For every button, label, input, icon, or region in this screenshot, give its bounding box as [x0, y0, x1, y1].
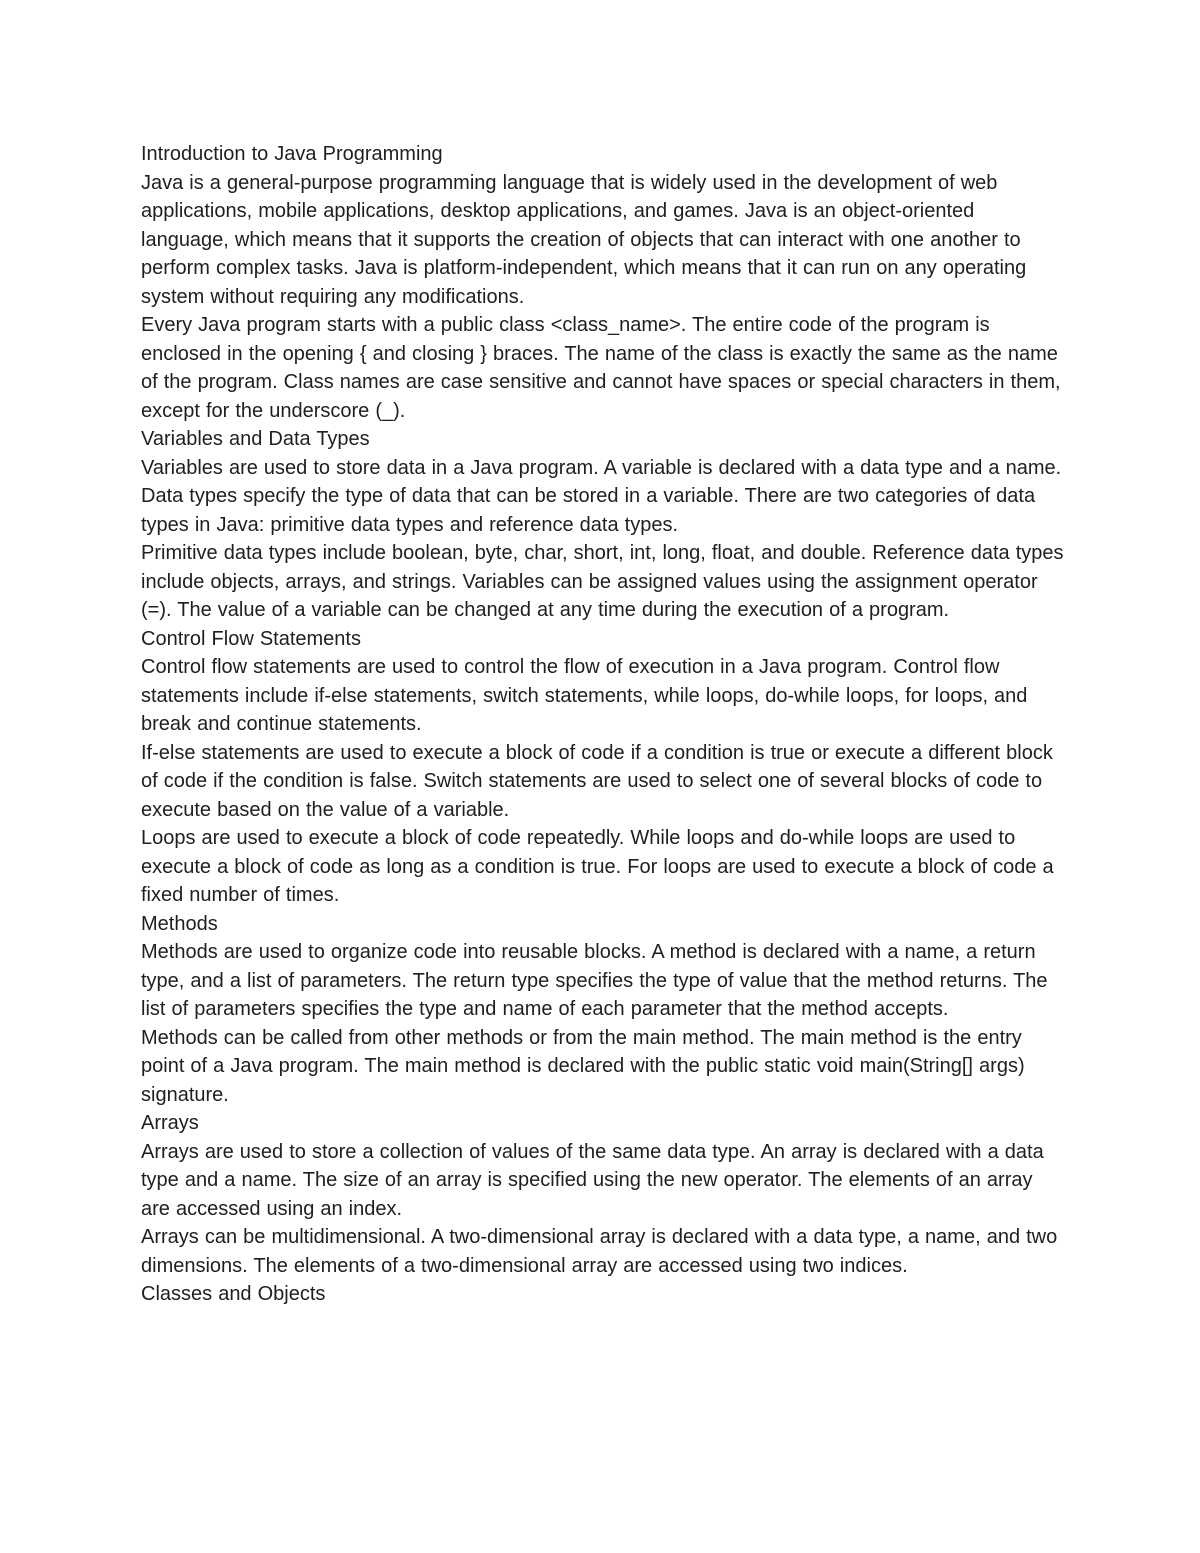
body-paragraph: Arrays can be multidimensional. A two-dimensional array is declared with a data type, a name, and two dimensions. The elements of a two-dimensional array are accessed using two indices.	[141, 1226, 1058, 1277]
body-paragraph: Methods can be called from other methods or from the main method. The main method is the entry point of a Java program. The main method is declared with the public static void main(String[] args) signature.	[141, 1026, 1025, 1106]
section-heading: Methods	[141, 912, 218, 935]
body-paragraph: Every Java program starts with a public class <class_name>. The entire code of the program is enclosed in the opening { and closing } braces. The name of the class is exactly the same as the name of the program. Class names are case sensitive and cannot have spaces or special characters in them, except for the underscore (_).	[141, 314, 1061, 422]
body-paragraph: Java is a general-purpose programming language that is widely used in the development of web applications, mobile applications, desktop applications, and games. Java is an object-oriented language, which means that it supports the creation of objects that can interact with one another to perform complex tasks. Java is platform-independent, which means that it can run on any operating system without requiring any modifications.	[141, 171, 1027, 308]
body-paragraph: If-else statements are used to execute a block of code if a condition is true or execute a different block of code if the condition is false. Switch statements are used to select one of several blocks of code to execute based on the value of a variable.	[141, 741, 1053, 821]
section-heading: Classes and Objects	[141, 1283, 326, 1305]
section-heading: Control Flow Statements	[141, 627, 361, 650]
body-paragraph: Arrays are used to store a collection of values of the same data type. An array is declared with a data type and a name. The size of an array is specified using the new operator. The elements of an array are accessed using an index.	[141, 1140, 1044, 1220]
section-heading: Variables and Data Types	[141, 428, 370, 450]
body-paragraph: Control flow statements are used to control the flow of execution in a Java program. Control flow statements include if-else statements, switch statements, while loops, do-while loops, for loops, and break and continue statements.	[141, 656, 1028, 735]
body-paragraph: Loops are used to execute a block of code repeatedly. While loops and do-while loops are used to execute a block of code as long as a condition is true. For loops are used to execute a block of code a fixed number of times.	[141, 827, 1054, 906]
body-paragraph: Methods are used to organize code into reusable blocks. A method is declared with a name, a return type, and a list of parameters. The return type specifies the type of value that the method returns. The list of parameters specifies the type and name of each parameter that the method accepts.	[141, 941, 1048, 1020]
body-paragraph: Primitive data types include boolean, byte, char, short, int, long, float, and double. Reference data types include objects, arrays, and strings. Variables can be assigned values using the assignment operator (=). The value of a variable can be changed at any time during the execution of a program.	[141, 542, 1064, 621]
section-heading: Arrays	[141, 1112, 199, 1134]
section-heading: Introduction to Java Programming	[141, 143, 443, 165]
body-paragraph: Variables are used to store data in a Java program. A variable is declared with a data type and a name. Data types specify the type of data that can be stored in a variable. There are two categories of data types in Java: primitive data types and reference data types.	[141, 456, 1062, 536]
document-body	[141, 140, 1066, 1309]
